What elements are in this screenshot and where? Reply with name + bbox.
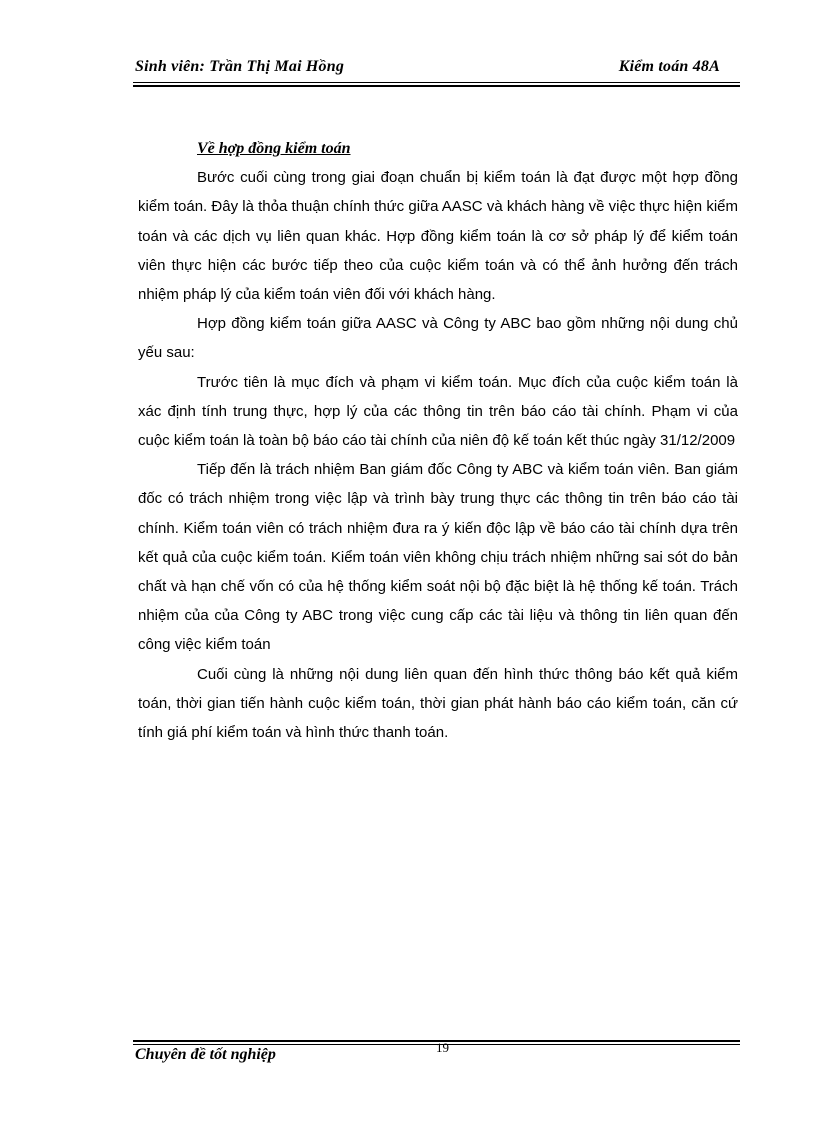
header-rule-thick	[133, 82, 740, 83]
footer-title: Chuyên đề tốt nghiệp	[135, 1046, 276, 1063]
header-class-name: Kiểm toán 48A	[618, 58, 720, 75]
paragraph: Tiếp đến là trách nhiệm Ban giám đốc Công ty ABC và kiểm toán viên. Ban giám đốc có trách nhiệm trong việc lập và trình bày trung thực các thông tin trên báo cáo tài chính. Kiểm toán viên có trách nhiệm đưa ra ý kiến độc lập về báo cáo tài chính dựa trên kết quả của cuộc kiểm toán. Kiểm toán viên không chịu trách nhiệm những sai sót do bản chất và hạn chế vốn có của hệ thống kiểm soát nội bộ đặc biệt là hệ thống kế toán. Trách nhiệm của của Công ty ABC trong việc cung cấp các tài liệu và thông tin liên quan đến công việc kiểm toán	[138, 461, 738, 654]
page-header	[133, 54, 740, 82]
page-content	[138, 134, 738, 747]
page-number: 19	[436, 1040, 449, 1055]
paragraph: Bước cuối cùng trong giai đoạn chuẩn bị kiểm toán là đạt được một hợp đồng kiểm toán. Đây là thỏa thuận chính thức giữa AASC và khách hàng về việc thực hiện kiểm toán và các dịch vụ liên quan khác. Hợp đồng kiểm toán là cơ sở pháp lý để kiểm toán viên thực hiện các bước tiếp theo của cuộc kiểm toán và có thể ảnh hưởng đến trách nhiệm pháp lý của kiểm toán viên đối với khách hàng.	[138, 169, 738, 304]
section-title: Về hợp đồng kiểm toán	[197, 140, 351, 157]
paragraph: Hợp đồng kiểm toán giữa AASC và Công ty ABC bao gồm những nội dung chủ yếu sau:	[138, 315, 738, 362]
paragraph: Cuối cùng là những nội dung liên quan đến hình thức thông báo kết quả kiểm toán, thời gian tiến hành cuộc kiểm toán, thời gian phát hành báo cáo kiểm toán, căn cứ tính giá phí kiểm toán và hình thức thanh toán.	[138, 665, 738, 742]
header-rule-double	[133, 85, 740, 87]
header-student-name: Sinh viên: Trần Thị Mai Hồng	[135, 58, 345, 75]
paragraph: Trước tiên là mục đích và phạm vi kiểm toán. Mục đích của cuộc kiểm toán là xác định tính trung thực, hợp lý của các thông tin trên báo cáo tài chính. Phạm vi của cuộc kiểm toán là toàn bộ báo cáo tài chính của niên độ kế toán kết thúc ngày 31/12/2009	[138, 373, 738, 450]
